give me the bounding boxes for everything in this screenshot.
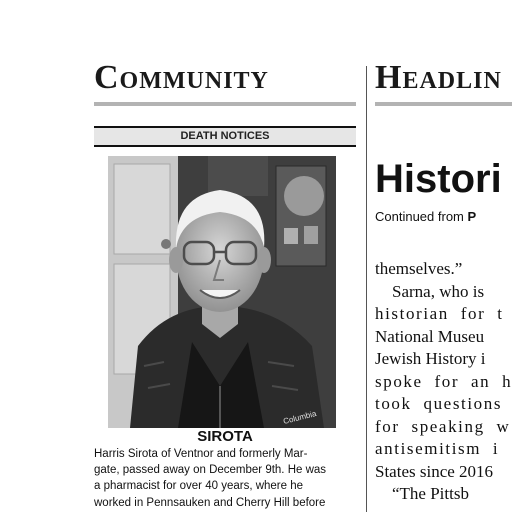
article-line: Sarna, who is <box>375 281 485 301</box>
column-divider <box>366 66 367 512</box>
article-line: National Museu <box>375 326 485 346</box>
article-line: “The Pittsb <box>375 484 469 503</box>
death-notices-label: DEATH NOTICES <box>180 130 270 142</box>
article-headline: Histori <box>375 157 502 201</box>
headlines-section-rule <box>375 102 512 106</box>
article-line: for speaking w <box>375 416 511 436</box>
obituary-line: Harris Sirota of Ventnor and formerly Mar- <box>94 448 308 460</box>
community-section-rule <box>94 102 356 106</box>
obituary-line: gate, passed away on December 9th. He was <box>94 464 327 477</box>
continued-page: P <box>467 209 477 224</box>
community-section-title: Community <box>94 59 269 96</box>
article-body <box>375 258 512 506</box>
obituary-text <box>94 446 356 511</box>
obituary-line: a pharmacist for over 40 years, where he <box>94 480 304 493</box>
community-column <box>94 0 356 512</box>
article-line: States since 2016 <box>375 461 494 481</box>
obituary-name: SIROTA <box>197 428 253 445</box>
obituary-line: worked in Pennsauken and Cherry Hill before <box>94 496 326 509</box>
article-line: antisemitism i <box>375 439 500 458</box>
article-line: themselves.” <box>375 259 463 278</box>
death-notices-band <box>94 126 356 147</box>
portrait-illustration <box>108 156 336 428</box>
continued-prefix: Continued from <box>375 209 468 224</box>
article-line: spoke for an h <box>375 371 512 391</box>
article-line: historian for t <box>375 304 504 323</box>
obituary-photo <box>108 156 336 428</box>
headlines-column <box>375 0 512 512</box>
continued-from <box>375 208 476 226</box>
article-line: took questions <box>375 394 503 413</box>
headlines-section-title: Headlin <box>375 59 502 96</box>
photo-watermark: Columbia <box>282 409 318 426</box>
article-line: Jewish History i <box>375 349 486 368</box>
